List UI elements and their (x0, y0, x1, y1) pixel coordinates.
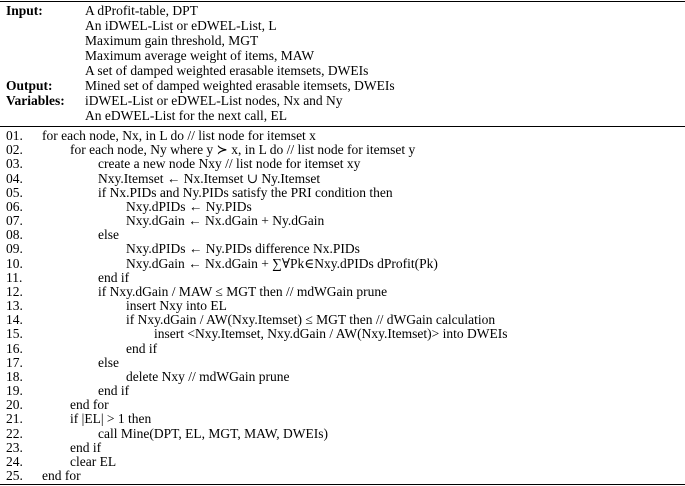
line-text: for each node, Ny where y ≻ x, in L do // list node for itemset y (70, 142, 416, 158)
line-text: else (98, 227, 119, 243)
header-value: A dProfit-table, DPT (85, 3, 198, 18)
line-number: 01. (6, 128, 23, 143)
line-number: 25. (6, 468, 23, 483)
line-text: Nxy.Itemset ← Nx.Itemset ∪ Ny.Itemset (98, 170, 321, 186)
line-number: 19. (6, 383, 23, 398)
header-value: Mined set of damped weighted erasable itemsets, DWEIs (85, 78, 395, 93)
line-number: 11. (6, 269, 23, 285)
line-text: end if (98, 269, 130, 285)
line-number: 04. (6, 170, 23, 186)
line-text: end if (126, 340, 158, 356)
line-text: end for (70, 397, 109, 413)
line-number: 24. (6, 453, 23, 469)
line-number: 16. (6, 340, 23, 356)
line-number: 23. (6, 439, 23, 455)
header-key: Variables: (6, 93, 65, 108)
header-key: Output: (6, 78, 53, 93)
line-number: 18. (6, 368, 23, 384)
line-number: 13. (6, 298, 23, 313)
line-text: create a new node Nxy // list node for itemset xy (98, 156, 361, 172)
header-value: An eDWEL-List for the next call, EL (85, 108, 288, 123)
line-number: 12. (6, 283, 23, 299)
line-text: insert <Nxy.Itemset, Nxy.dGain / AW(Nxy.Itemset)> into DWEIs (154, 326, 508, 342)
line-text: Nxy.dPIDs ← Ny.PIDs (126, 198, 252, 214)
line-number: 02. (6, 142, 23, 158)
line-text: end if (98, 383, 130, 398)
line-text: if Nxy.dGain / MAW ≤ MGT then // mdWGain prune (98, 283, 388, 299)
line-text: for each node, Nx, in L do // list node for itemset x (42, 128, 316, 143)
line-text: Nxy.dGain ← Nx.dGain + Ny.dGain (126, 213, 325, 228)
line-text: clear EL (70, 453, 117, 469)
line-number: 09. (6, 241, 23, 257)
header-key: Input: (6, 3, 43, 18)
header-value: A set of damped weighted erasable itemsets, DWEIs (85, 63, 369, 78)
line-number: 21. (6, 411, 23, 427)
line-number: 08. (6, 227, 23, 243)
separator-rule (0, 126, 685, 127)
line-number: 07. (6, 213, 23, 228)
bottom-rule (0, 484, 685, 485)
line-text: if Nxy.dGain / AW(Nxy.Itemset) ≤ MGT then // dWGain calculation (126, 312, 496, 328)
line-number: 03. (6, 156, 23, 172)
line-text: Nxy.dGain ← Nx.dGain + ∑∀Pk∈Nxy.dPIDs dProfit(Pk) (126, 255, 438, 271)
line-text: delete Nxy // mdWGain prune (126, 368, 290, 384)
top-rule (0, 1, 685, 2)
line-text: end for (42, 468, 81, 483)
line-number: 14. (6, 312, 23, 328)
line-number: 17. (6, 354, 23, 370)
header-value: iDWEL-List or eDWEL-List nodes, Nx and Ny (85, 93, 343, 108)
line-number: 06. (6, 198, 23, 214)
line-text: call Mine(DPT, EL, MGT, MAW, DWEIs) (98, 425, 329, 441)
line-text: insert Nxy into EL (126, 298, 227, 313)
line-number: 10. (6, 255, 23, 271)
line-text: if |EL| > 1 then (70, 411, 152, 427)
line-text: end if (70, 439, 102, 455)
header-value: An iDWEL-List or eDWEL-List, L (85, 18, 277, 33)
line-number: 22. (6, 425, 23, 441)
line-text: Nxy.dPIDs ← Ny.PIDs difference Nx.PIDs (126, 241, 360, 257)
line-number: 20. (6, 397, 23, 413)
line-text: if Nx.PIDs and Ny.PIDs satisfy the PRI condition then (98, 184, 393, 200)
line-number: 05. (6, 184, 23, 200)
line-number: 15. (6, 326, 23, 342)
header-value: Maximum average weight of items, MAW (85, 48, 315, 63)
header-value: Maximum gain threshold, MGT (85, 33, 259, 48)
line-text: else (98, 354, 119, 370)
